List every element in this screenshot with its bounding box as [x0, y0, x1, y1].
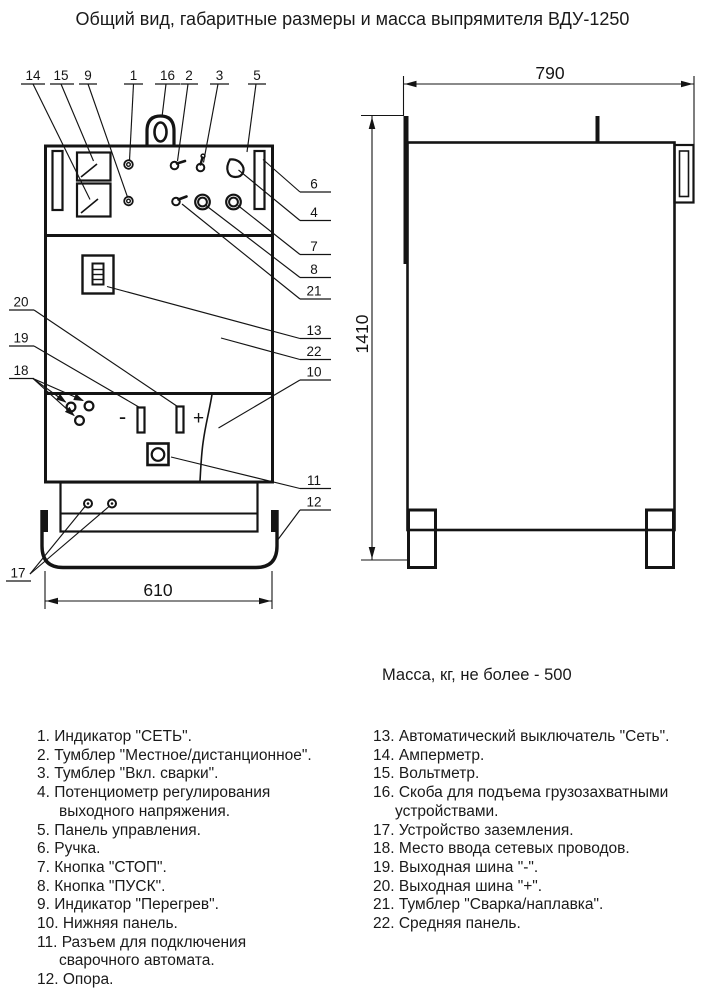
support-foot	[409, 510, 436, 568]
callout-12: 12	[306, 494, 322, 510]
legend-item-line: сварочного автомата.	[59, 952, 215, 970]
legend-item-line: 18. Место ввода сетевых проводов.	[373, 840, 630, 858]
legend-item-line: 14. Амперметр.	[373, 746, 485, 764]
side-view	[352, 63, 694, 568]
automaton-connector-socket	[152, 448, 165, 461]
base-corner	[42, 510, 48, 532]
legend-item-line: 22. Средняя панель.	[373, 915, 521, 933]
callout-13: 13	[306, 323, 322, 338]
legend-item-line: 2. Тумблер "Местное/дистанционное".	[37, 746, 312, 764]
legend-item-line: 1. Индикатор "СЕТЬ".	[37, 728, 192, 745]
grounding-bolt-dot	[87, 502, 90, 505]
ammeter-needle	[81, 199, 98, 213]
callout-5: 5	[253, 68, 261, 83]
support-foot	[647, 510, 674, 568]
weld-surfacing-toggle-lever	[179, 197, 187, 200]
callout-8: 8	[310, 262, 318, 277]
callout-18: 18	[13, 363, 29, 378]
callout-15: 15	[53, 68, 69, 83]
callout-7: 7	[310, 239, 318, 254]
overheat-indicator-lens	[127, 199, 131, 203]
plus-mark: +	[192, 408, 205, 429]
legend-item-line: 9. Индикатор "Перегрев".	[37, 896, 219, 914]
base-skid	[42, 510, 277, 568]
legend-item-line: 20. Выходная шина "+".	[373, 877, 543, 895]
voltage-potentiometer-knob	[227, 159, 243, 177]
legend-item-line: 4. Потенциометр регулирования	[37, 784, 271, 802]
handle-left	[53, 151, 63, 210]
cable-entry-hole	[75, 416, 84, 425]
net-indicator-lens	[127, 163, 131, 167]
callout-3: 3	[215, 68, 224, 83]
legend-item-line: 19. Выходная шина "-".	[373, 858, 539, 876]
legend-item-line: 7. Кнопка "СТОП".	[37, 858, 167, 876]
stop-button-cap	[229, 198, 238, 207]
dimension-1410-label: 1410	[352, 314, 372, 354]
callout-6: 6	[310, 176, 318, 192]
legend-item-line: 8. Кнопка "ПУСК".	[37, 877, 166, 895]
legend-item-line: 16. Скоба для подъема грузозахватными	[373, 784, 669, 802]
start-button-cap	[198, 198, 207, 207]
cable-entry-hole	[85, 402, 94, 411]
minus-mark: -	[118, 404, 127, 429]
callout-22: 22	[306, 344, 322, 359]
lifting-lug-hole	[155, 123, 167, 142]
local-remote-toggle-lever	[177, 161, 185, 164]
legend-item-line: 6. Ручка.	[37, 840, 101, 858]
callout-14: 14	[25, 68, 41, 83]
side-body	[408, 143, 675, 531]
handle-side	[675, 145, 694, 203]
dimension-790-label: 790	[535, 63, 565, 83]
dimension-side-depth	[404, 63, 695, 144]
grounding-bolt-dot	[111, 502, 114, 505]
callout-1: 1	[129, 68, 138, 83]
output-bus-plus	[177, 407, 184, 433]
callout-11: 11	[306, 473, 322, 488]
legend-right-column	[373, 728, 703, 934]
legend-item-line: 17. Устройство заземления.	[373, 821, 574, 839]
callout-9: 9	[84, 68, 92, 83]
net-indicator	[124, 160, 133, 169]
legend-item-line: устройствами.	[395, 802, 499, 820]
callout-20: 20	[13, 294, 29, 310]
voltmeter-needle	[81, 164, 97, 177]
callout-16: 16	[159, 68, 176, 83]
figure-title: Общий вид, габаритные размеры и масса выпрямителя ВДУ-1250	[75, 9, 630, 29]
callout-4: 4	[310, 205, 318, 220]
callout-19: 19	[13, 330, 29, 346]
callout-leaders	[6, 84, 331, 581]
legend-item-line: 3. Тумблер "Вкл. сварки".	[37, 765, 219, 783]
mass-note: Масса, кг, не более - 500	[382, 666, 572, 684]
legend-item-line: 13. Автоматический выключатель "Сеть".	[373, 728, 670, 745]
dimension-height	[352, 116, 408, 561]
front-view	[42, 116, 277, 609]
dimension-610-label: 610	[143, 580, 173, 600]
base-corner	[271, 510, 277, 532]
legend-item-line: выходного напряжения.	[59, 802, 231, 820]
callout-17: 17	[10, 565, 26, 581]
callout-21: 21	[306, 283, 322, 299]
output-bus-minus	[138, 408, 145, 433]
legend-item-line: 11. Разъем для подключения	[37, 933, 247, 951]
legend-item-line: 10. Нижняя панель.	[37, 915, 178, 933]
handle-side-slot	[680, 151, 689, 197]
legend-left-column	[37, 728, 357, 990]
legend-item-line: 21. Тумблер "Сварка/наплавка".	[373, 896, 604, 914]
callout-10: 10	[306, 364, 322, 380]
overheat-indicator	[124, 197, 133, 206]
callout-2: 2	[185, 68, 193, 83]
dimension-front-width	[45, 571, 272, 609]
legend-item-line: 15. Вольтметр.	[373, 765, 480, 783]
legend-item-line: 12. Опора.	[37, 971, 114, 989]
legend-item-line: 5. Панель управления.	[37, 821, 201, 839]
